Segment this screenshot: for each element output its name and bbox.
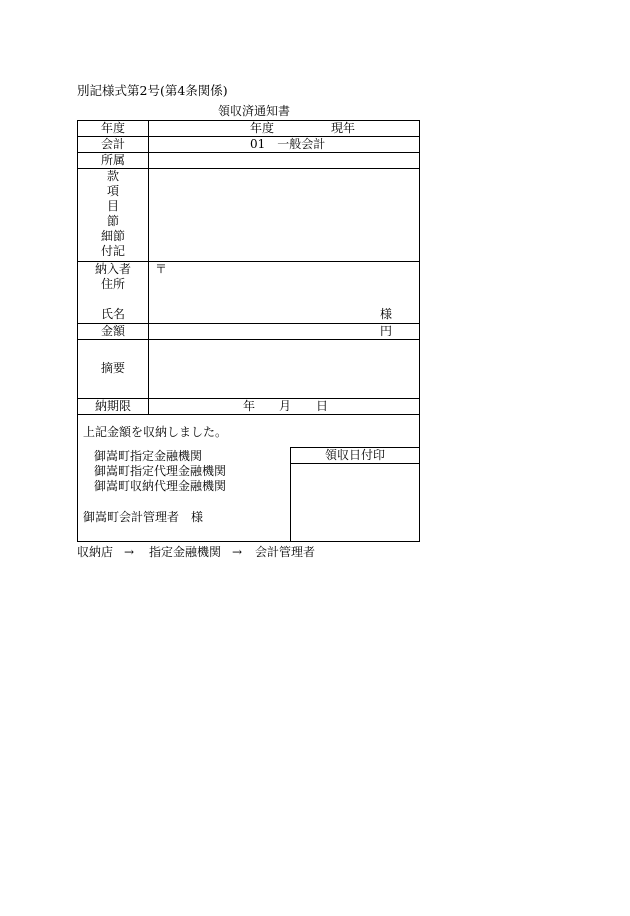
budget-item-fuki: 付記 — [100, 244, 125, 258]
stamp-box-header-line — [290, 463, 419, 464]
budget-item-kan: 款 — [106, 169, 119, 183]
budget-item-moku: 目 — [106, 199, 119, 213]
address-label: 住所 — [100, 277, 125, 291]
payer-honorific: 様 — [380, 307, 393, 321]
institution-collection-agent: 御嵩町収納代理金融機関 — [94, 479, 227, 493]
stamp-box-label: 領収日付印 — [324, 448, 385, 462]
account-label: 会計 — [100, 137, 125, 151]
deadline-day: 日 — [316, 399, 329, 413]
label-column-divider — [148, 121, 149, 414]
receipt-statement: 上記金額を収納しました。 — [83, 425, 228, 439]
budget-item-kou: 項 — [106, 184, 119, 198]
fiscal-year-unit: 年度 — [250, 121, 275, 135]
receipt-addressee: 御嵩町会計管理者 様 — [83, 510, 204, 524]
remarks-label: 摘要 — [100, 361, 125, 375]
payer-label: 納入者 — [94, 262, 131, 276]
row-divider — [78, 414, 419, 415]
form-number: 別記様式第2号(第4条関係) — [77, 83, 228, 98]
route-arrow-icon: → — [124, 545, 135, 559]
document-title: 領収済通知書 — [218, 104, 291, 118]
account-value: 01 一般会計 — [250, 137, 326, 151]
budget-item-saisetsu: 細節 — [100, 229, 125, 243]
deadline-month: 月 — [279, 399, 292, 413]
route-collection-shop: 収納店 — [77, 545, 114, 559]
amount-label: 金額 — [100, 324, 125, 338]
route-arrow-icon: → — [232, 545, 243, 559]
institution-designated: 御嵩町指定金融機関 — [94, 449, 203, 463]
fiscal-year-current: 現年 — [331, 121, 356, 135]
postal-mark: 〒 — [155, 262, 168, 276]
department-label: 所属 — [100, 153, 125, 167]
route-designated-institution: 指定金融機関 — [149, 545, 222, 559]
deadline-year: 年 — [243, 399, 256, 413]
institution-designated-agent: 御嵩町指定代理金融機関 — [94, 464, 227, 478]
row-divider — [78, 339, 419, 340]
notice-form — [77, 120, 420, 542]
fiscal-year-label: 年度 — [100, 121, 125, 135]
amount-unit: 円 — [380, 324, 393, 338]
route-accounting-manager: 会計管理者 — [255, 545, 316, 559]
budget-item-setsu: 節 — [106, 214, 119, 228]
deadline-label: 納期限 — [94, 399, 131, 413]
name-label: 氏名 — [100, 307, 125, 321]
